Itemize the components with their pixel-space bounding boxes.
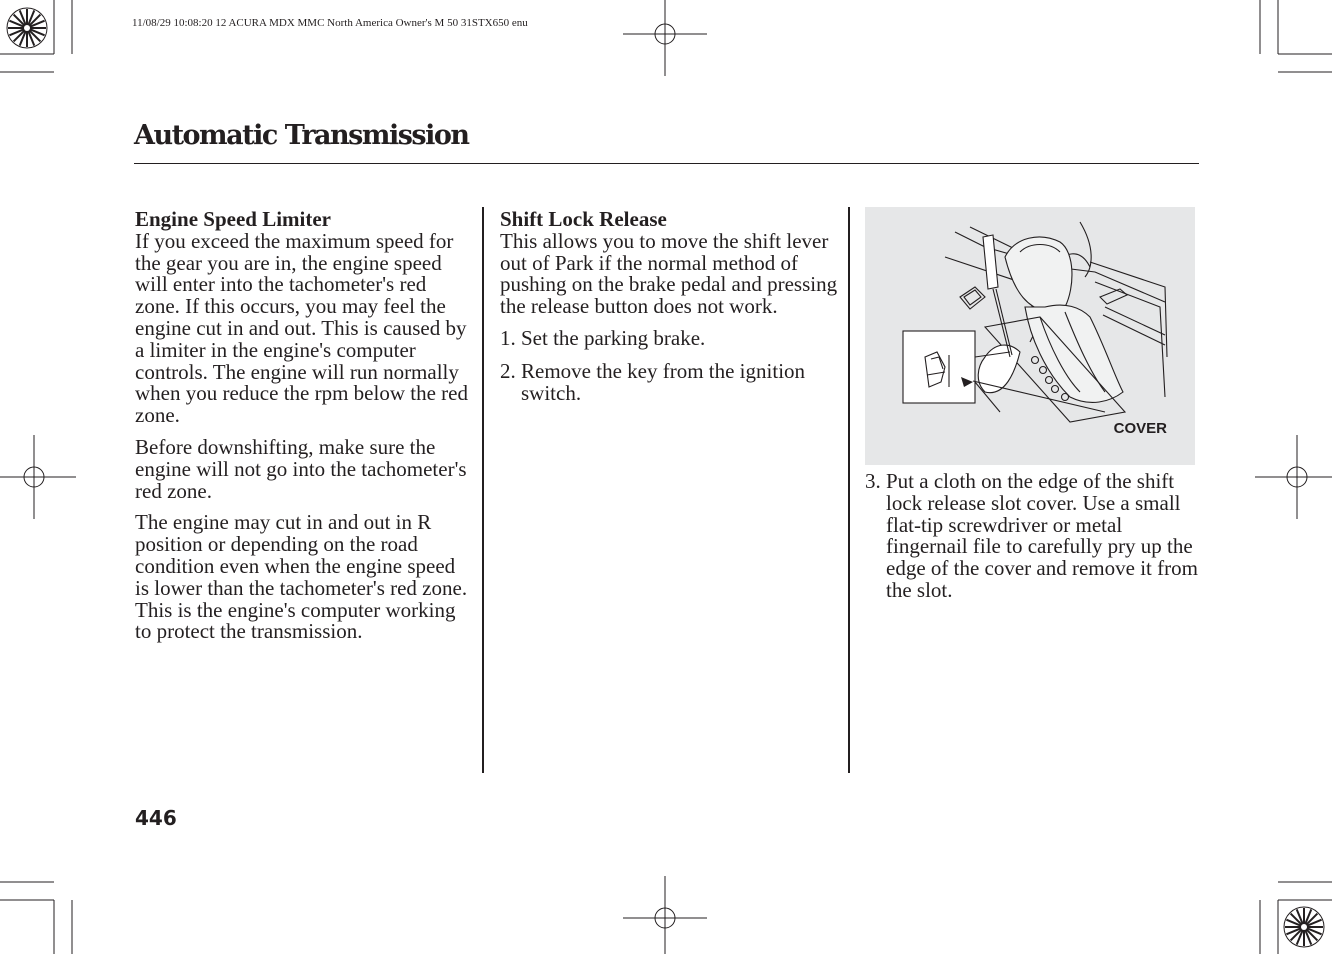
step-number: 3.	[865, 469, 881, 493]
paragraph: Before downshifting, make sure the engine will not go into the tachometer's red zone.	[135, 434, 467, 503]
step-number: 1.	[500, 325, 516, 350]
column-divider	[482, 207, 484, 773]
cover-callout-label: COVER	[1113, 420, 1167, 437]
paragraph: The engine may cut in and out in R position or depending on the road condition even when the engine speed is lower than the tachometer's red zone. This is the engine's computer working to protect the transmission.	[135, 510, 468, 644]
paragraph: If you exceed the maximum speed for the gear you are in, the engine speed will enter into the tachometer's red zone. If this occurs, you may feel the engine cut in and out. This is caused by a limiter in the engine's computer controls. The engine will run normally when you reduce the rpm below the red zone.	[135, 228, 468, 428]
column-engine-speed-limiter	[135, 209, 470, 653]
column-shift-lock-release	[500, 209, 840, 415]
title-rule	[134, 163, 1199, 164]
column-step-3	[865, 471, 1199, 613]
section-heading-engine-speed-limiter: Engine Speed Limiter	[135, 207, 332, 231]
section-heading-shift-lock-release: Shift Lock Release	[500, 207, 667, 231]
list-item	[865, 471, 1199, 602]
page-title: Automatic Transmission	[134, 120, 469, 151]
list-item	[500, 325, 840, 350]
paragraph: This allows you to move the shift lever out of Park if the normal method of pushing on the brake pedal and pressing the release button does not work.	[500, 228, 838, 319]
page-number: 446	[135, 806, 177, 830]
step-text: Put a cloth on the edge of the shift lock release slot cover. Use a small flat-tip screwdriver or metal fingernail file to carefully pry up the edge of the cover and remove it from the slot.	[886, 469, 1198, 602]
shift-lock-cover-illustration	[865, 207, 1195, 465]
list-item	[500, 358, 840, 405]
step-number: 2.	[500, 358, 516, 383]
printer-info-line: 11/08/29 10:08:20 12 ACURA MDX MMC North America Owner's M 50 31STX650 enu	[132, 17, 528, 29]
step-text: Set the parking brake.	[521, 325, 706, 350]
step-text: Remove the key from the ignition switch.	[521, 358, 806, 405]
column-divider	[848, 207, 850, 773]
